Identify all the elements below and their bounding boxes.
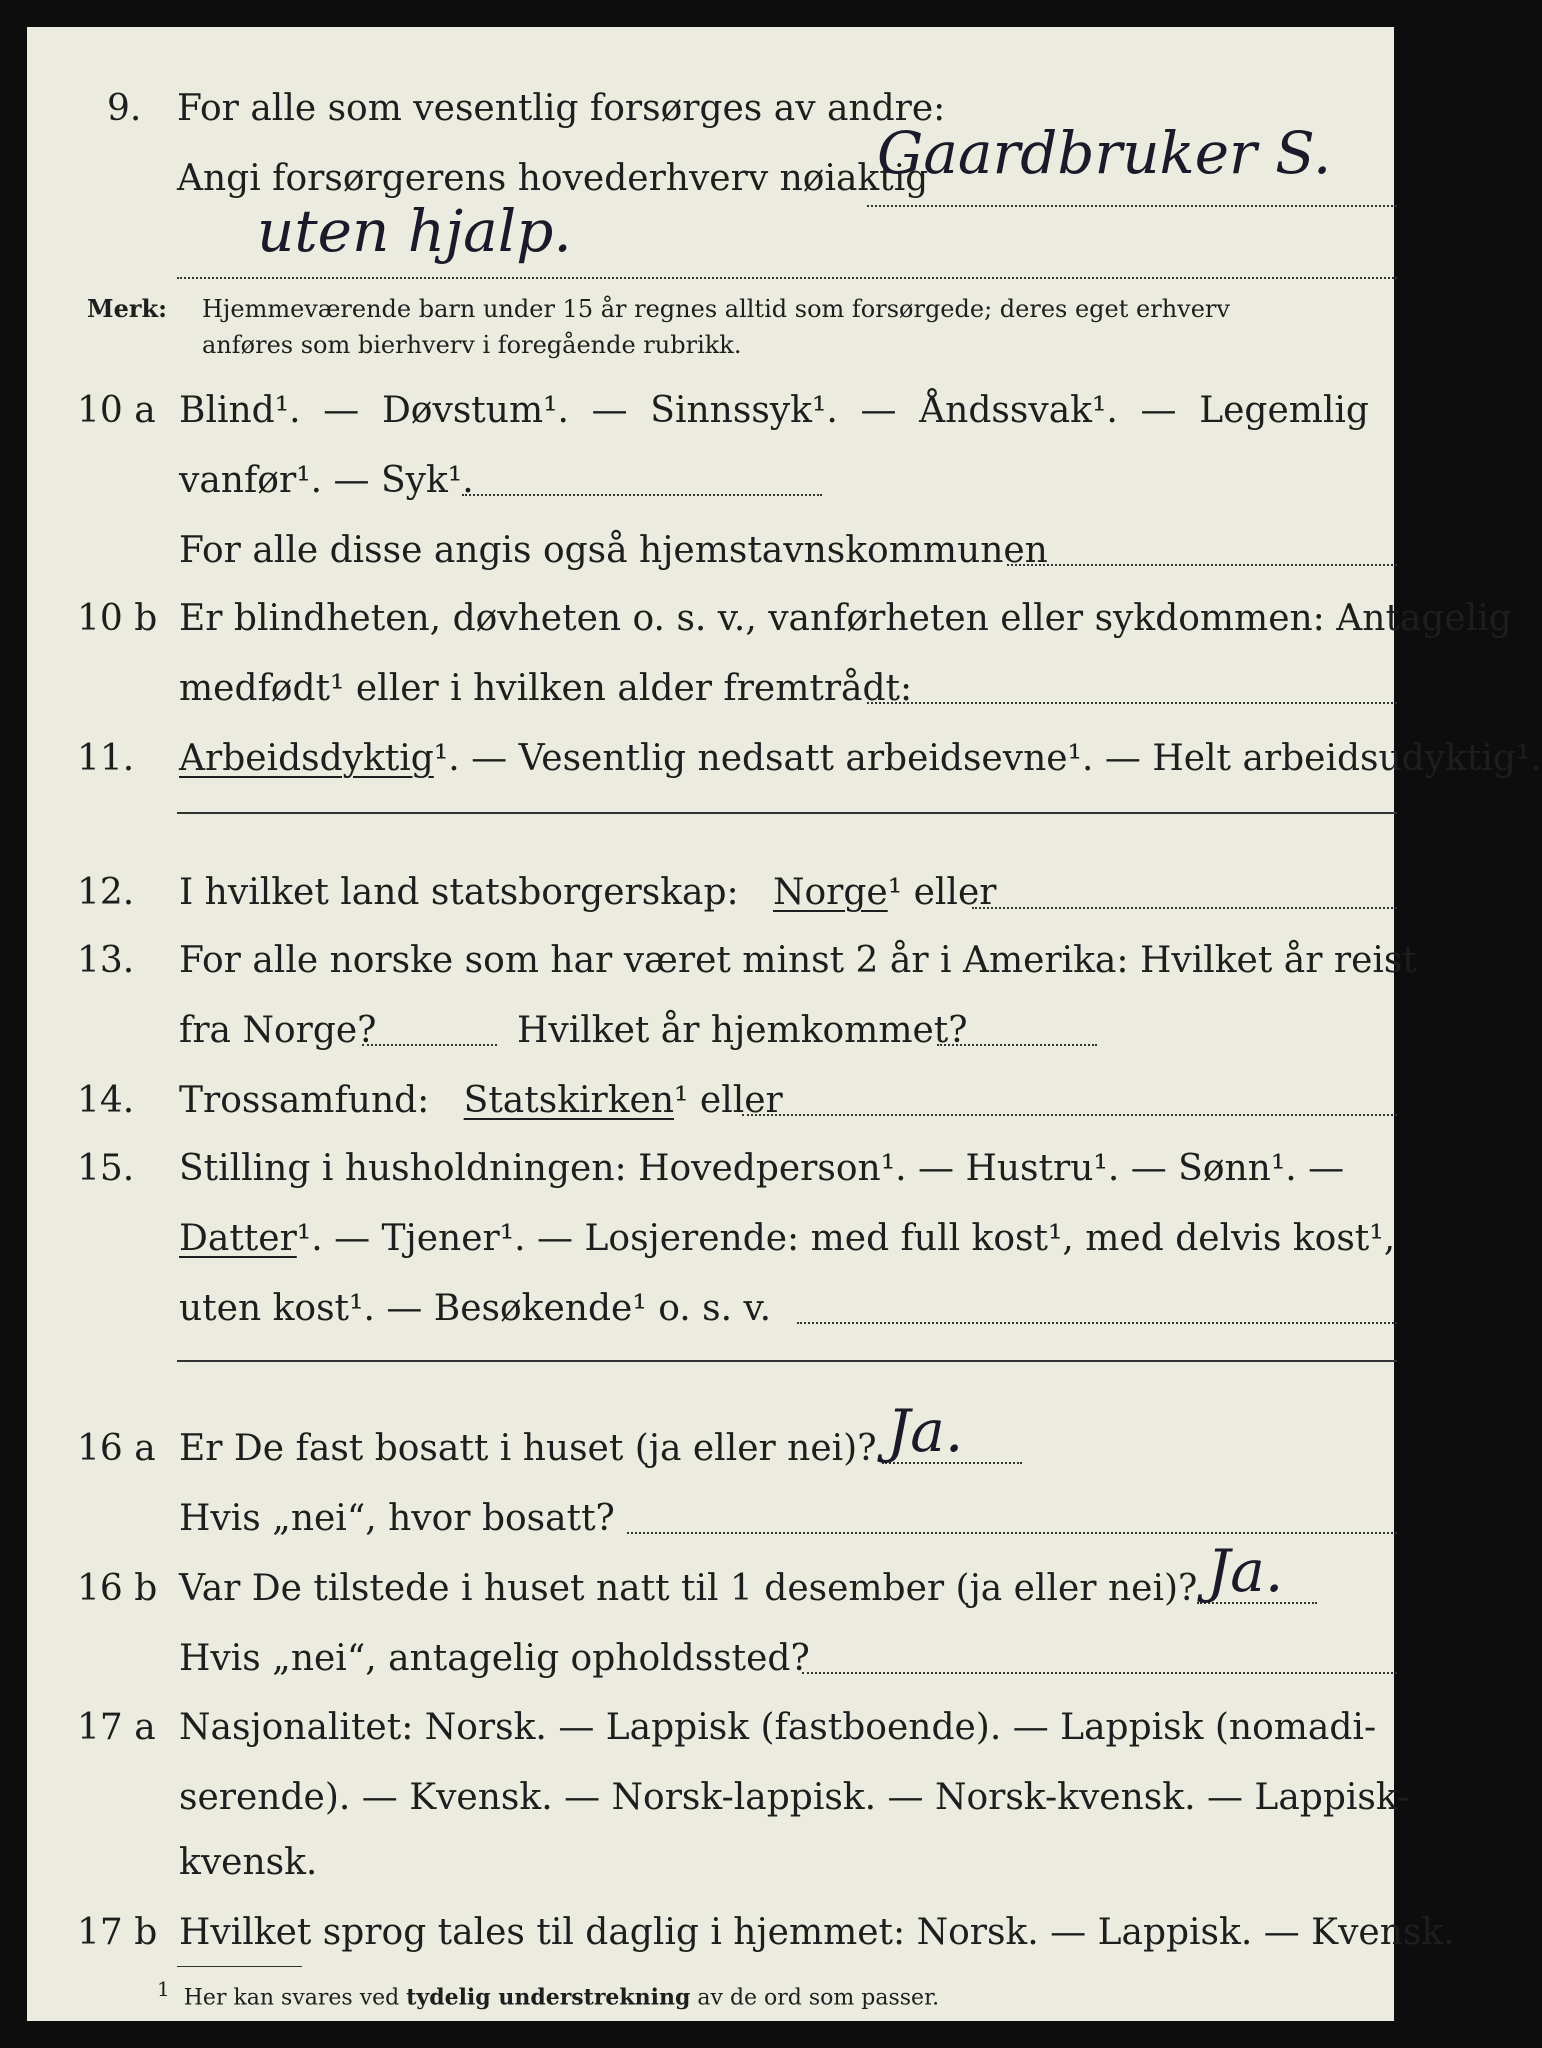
q10a-answer-line xyxy=(462,494,822,496)
q15-text2 xyxy=(179,1215,1395,1263)
q17b-number: 17 b xyxy=(77,1912,158,1953)
q14-text: Trossamfund: xyxy=(179,1080,430,1121)
q10a-opt-dovstum: Døvstum¹. xyxy=(381,390,569,431)
q9-answer-line2 xyxy=(177,277,1397,279)
q16a-number: 16 a xyxy=(77,1428,156,1469)
q9-answer-occupation: Gaardbruker S. xyxy=(877,119,1332,187)
q10a-number: 10 a xyxy=(77,390,156,431)
q10a-opt-sinnssyk: Sinnssyk¹. xyxy=(650,390,838,431)
q17a-text1: Nasjonalitet: Norsk. — Lappisk (fastboende). — Lappisk (nomadi- xyxy=(179,1707,1377,1748)
q10b-text2: medfødt¹ eller i hvilken alder fremtrådt: xyxy=(179,668,913,709)
q12-text-wrap xyxy=(179,869,996,917)
q15-text1: Stilling i husholdningen: Hovedperson¹. — Hustru¹. — Sønn¹. — xyxy=(179,1148,1345,1189)
q10a-dash1: — xyxy=(323,390,360,431)
q10a-dash4: — xyxy=(1140,390,1177,431)
q13-number: 13. xyxy=(77,940,135,981)
q16b-text1: Var De tilstede i huset natt til 1 desember (ja eller nei)? xyxy=(179,1568,1198,1609)
q10a-opt-andssvak: Åndssvak¹. xyxy=(919,390,1118,431)
q12-underlined-answer: Norge xyxy=(773,872,888,913)
footnote-mark: 1 xyxy=(157,1977,170,2001)
footnote-rule xyxy=(177,1966,302,1967)
q15-rest: ¹. — Tjener¹. — Losjerende: med full kost¹, med delvis kost¹, xyxy=(296,1218,1396,1259)
q9-number: 9. xyxy=(107,88,142,129)
q10b-answer-line xyxy=(867,702,1397,704)
q15-number: 15. xyxy=(77,1148,135,1189)
q10b-number: 10 b xyxy=(77,598,158,639)
q15-answer-line xyxy=(797,1322,1397,1324)
q16b-answer: Ja. xyxy=(1207,1537,1284,1605)
footnote-pre: Her kan svares ved xyxy=(183,1985,400,2011)
q12-answer-line xyxy=(972,907,1397,909)
q9-answer-note: uten hjalp. xyxy=(257,197,572,265)
q16a-bosatt-line xyxy=(627,1532,1397,1534)
q15-rule xyxy=(177,1360,1397,1362)
q16a-answer: Ja. xyxy=(887,1397,964,1465)
q12-rest: ¹ eller xyxy=(887,872,997,913)
q10a-opt-legemlig: Legemlig xyxy=(1199,390,1369,431)
q9-text: For alle som vesentlig forsørges av andre: xyxy=(177,88,946,129)
merk-label: Merk: xyxy=(87,294,167,323)
q11-rest: ¹. — Vesentlig nedsatt arbeidsevne¹. — Helt arbeidsudyktig¹. xyxy=(433,738,1542,779)
merk-text1: Hjemmeværende barn under 15 år regnes alltid som forsørgede; deres eget erhverv xyxy=(202,295,1230,323)
q10b-text1: Er blindheten, døvheten o. s. v., vanførheten eller sykdommen: Antagelig xyxy=(179,598,1512,639)
q10a-dash2: — xyxy=(591,390,628,431)
q11-text xyxy=(179,735,1542,783)
q16a-text1: Er De fast bosatt i huset (ja eller nei)? xyxy=(179,1428,877,1469)
q15-underlined-answer: Datter xyxy=(179,1218,297,1259)
q17b-text: Hvilket sprog tales til daglig i hjemmet: Norsk. — Lappisk. — Kvensk. xyxy=(179,1912,1455,1953)
footnote-post: av de ord som passer. xyxy=(697,1985,940,2011)
merk-text2: anføres som bierhverv i foregående rubrikk. xyxy=(202,331,742,359)
footnote-bold: tydelig understrekning xyxy=(406,1984,691,2011)
q16b-opholdssted-line xyxy=(802,1672,1397,1674)
q13-text2b: Hvilket år hjemkommet? xyxy=(517,1010,968,1051)
q10a-options xyxy=(179,387,1369,435)
q10a-text2: vanfør¹. — Syk¹. xyxy=(179,460,474,501)
q14-underlined-answer: Statskirken xyxy=(463,1080,675,1121)
q13-text2a: fra Norge? xyxy=(179,1010,377,1051)
q10a-dash3: — xyxy=(860,390,897,431)
q11-number: 11. xyxy=(77,738,135,779)
q13-hjemkommet-line xyxy=(937,1044,1097,1046)
q10a-opt-blind: Blind¹. xyxy=(179,390,301,431)
q16a-text2: Hvis „nei“, hvor bosatt? xyxy=(179,1498,615,1539)
q12-text: I hvilket land statsborgerskap: xyxy=(179,872,739,913)
q16b-text2: Hvis „nei“, antagelig opholdssted? xyxy=(179,1638,810,1679)
q9-answer-line1 xyxy=(867,205,1397,207)
q14-number: 14. xyxy=(77,1080,135,1121)
q9-question: Angi forsørgerens hovederhverv nøiaktig xyxy=(177,158,929,199)
q15-text3: uten kost¹. — Besøkende¹ o. s. v. xyxy=(179,1288,772,1329)
q17a-text2: serende). — Kvensk. — Norsk-lappisk. — Norsk-kvensk. — Lappisk- xyxy=(179,1777,1410,1818)
q12-number: 12. xyxy=(77,872,135,913)
q11-underlined-answer: Arbeidsdyktig xyxy=(179,738,434,779)
q14-answer-line xyxy=(742,1114,1397,1116)
q10a-hjemstavn-line xyxy=(1007,564,1397,566)
q14-text-wrap xyxy=(179,1077,783,1125)
q17a-number: 17 a xyxy=(77,1707,156,1748)
q13-reist-line xyxy=(362,1044,497,1046)
q11-rule xyxy=(177,812,1397,814)
footnote xyxy=(157,1975,939,2012)
q13-text1: For alle norske som har været minst 2 år i Amerika: Hvilket år reist xyxy=(179,940,1417,981)
census-form-page xyxy=(27,27,1542,2021)
q14-rest: ¹ eller xyxy=(674,1080,783,1121)
q10a-text3: For alle disse angis også hjemstavnskommunen xyxy=(179,530,1048,571)
q17a-text3: kvensk. xyxy=(179,1842,318,1883)
q16b-number: 16 b xyxy=(77,1568,158,1609)
